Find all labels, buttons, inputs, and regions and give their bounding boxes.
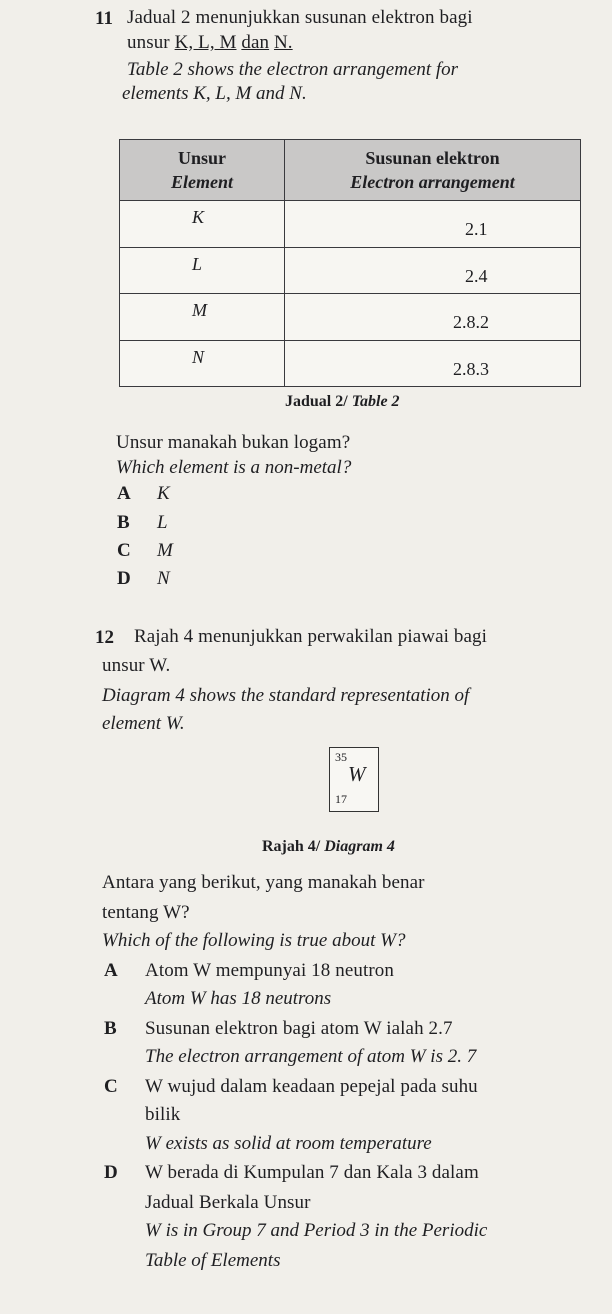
q11-option-d-letter[interactable]: D (117, 568, 131, 589)
table-row (120, 247, 581, 294)
q11-option-d-text[interactable]: N (157, 568, 170, 589)
table-cell-arrangement: 2.1 (285, 201, 581, 248)
header-arrangement-en: Electron arrangement (350, 172, 515, 192)
table-caption (285, 393, 400, 411)
table-cell-element: K (120, 201, 285, 248)
q12-question-bm-line1: Antara yang berikut, yang manakah benar (102, 872, 425, 893)
q12-en-line2: element W. (102, 713, 185, 734)
q11-option-a-letter[interactable]: A (117, 483, 131, 504)
header-arrangement (285, 140, 581, 201)
q11-en-line1: Table 2 shows the electron arrangement for (127, 59, 459, 80)
q12-question-en: Which of the following is true about W? (102, 930, 406, 951)
table-header-row (120, 140, 581, 201)
q12-option-a-en[interactable]: Atom W has 18 neutrons (145, 988, 332, 1009)
table-cell-arrangement: 2.4 (285, 247, 581, 294)
table-cell-element: N (120, 340, 285, 387)
table-cell-element: L (120, 247, 285, 294)
q11-option-b-text[interactable]: L (157, 512, 168, 533)
q12-option-d-en-line1[interactable]: W is in Group 7 and Period 3 in the Periodic (145, 1220, 488, 1241)
question-12-number: 12 (95, 627, 114, 648)
q11-option-c-letter[interactable]: C (117, 540, 131, 561)
q11-bm-line2 (127, 32, 293, 54)
q11-bm-unsur: unsur (127, 32, 170, 53)
table-caption-bm: Jadual 2/ (285, 393, 352, 410)
diagram-caption (262, 838, 395, 856)
mass-number: 35 (335, 750, 347, 764)
q12-bm-line2: unsur W. (102, 655, 171, 676)
header-arrangement-bm: Susunan elektron (365, 148, 500, 168)
q12-option-b-en[interactable]: The electron arrangement of atom W is 2. 7 (145, 1046, 477, 1067)
element-w-symbol-box (329, 747, 379, 812)
proton-number: 17 (335, 792, 347, 806)
q11-bm-dan: dan (241, 32, 270, 53)
header-element-en: Element (171, 172, 233, 192)
table-row (120, 201, 581, 248)
q11-option-c-text[interactable]: M (157, 540, 173, 561)
q12-option-a-bm[interactable]: Atom W mempunyai 18 neutron (145, 960, 394, 981)
element-symbol: W (348, 762, 366, 786)
q11-question-bm: Unsur manakah bukan logam? (116, 432, 351, 453)
table-caption-en: Table 2 (351, 393, 400, 410)
q12-option-b-letter[interactable]: B (104, 1018, 117, 1039)
table-row (120, 340, 581, 387)
q12-option-d-bm-line1[interactable]: W berada di Kumpulan 7 dan Kala 3 dalam (145, 1162, 479, 1183)
table-cell-arrangement: 2.8.2 (285, 294, 581, 341)
electron-arrangement-table (119, 139, 581, 387)
diagram-caption-bm: Rajah 4/ (262, 838, 325, 855)
q11-bm-n: N. (273, 32, 293, 53)
q11-option-a-text[interactable]: K (157, 483, 170, 504)
q12-option-c-letter[interactable]: C (104, 1076, 118, 1097)
diagram-caption-en: Diagram 4 (324, 838, 395, 855)
q11-option-b-letter[interactable]: B (117, 512, 130, 533)
q12-question-bm-line2: tentang W? (102, 902, 190, 923)
table-row (120, 294, 581, 341)
table-cell-arrangement: 2.8.3 (285, 340, 581, 387)
header-element-bm: Unsur (177, 148, 226, 168)
q12-en-line1: Diagram 4 shows the standard representation of (102, 685, 470, 706)
q12-option-c-en[interactable]: W exists as solid at room temperature (145, 1133, 432, 1154)
q12-option-c-bm-line2[interactable]: bilik (145, 1104, 181, 1125)
q12-option-d-bm-line2[interactable]: Jadual Berkala Unsur (145, 1192, 311, 1213)
q12-option-a-letter[interactable]: A (104, 960, 118, 981)
q12-option-d-en-line2[interactable]: Table of Elements (145, 1250, 281, 1271)
q12-option-d-letter[interactable]: D (104, 1162, 118, 1183)
q11-bm-elements: K, L, M (174, 32, 237, 53)
question-11-number: 11 (95, 8, 113, 29)
q12-option-b-bm[interactable]: Susunan elektron bagi atom W ialah 2.7 (145, 1018, 453, 1039)
q11-question-en: Which element is a non-metal? (116, 457, 352, 478)
q12-bm-line1: Rajah 4 menunjukkan perwakilan piawai bagi (134, 626, 487, 647)
q11-bm-line1: Jadual 2 menunjukkan susunan elektron bagi (127, 7, 473, 28)
q12-option-c-bm-line1[interactable]: W wujud dalam keadaan pepejal pada suhu (145, 1076, 478, 1097)
header-element (120, 140, 285, 201)
q11-en-line2: elements K, L, M and N. (122, 83, 307, 104)
table-cell-element: M (120, 294, 285, 341)
